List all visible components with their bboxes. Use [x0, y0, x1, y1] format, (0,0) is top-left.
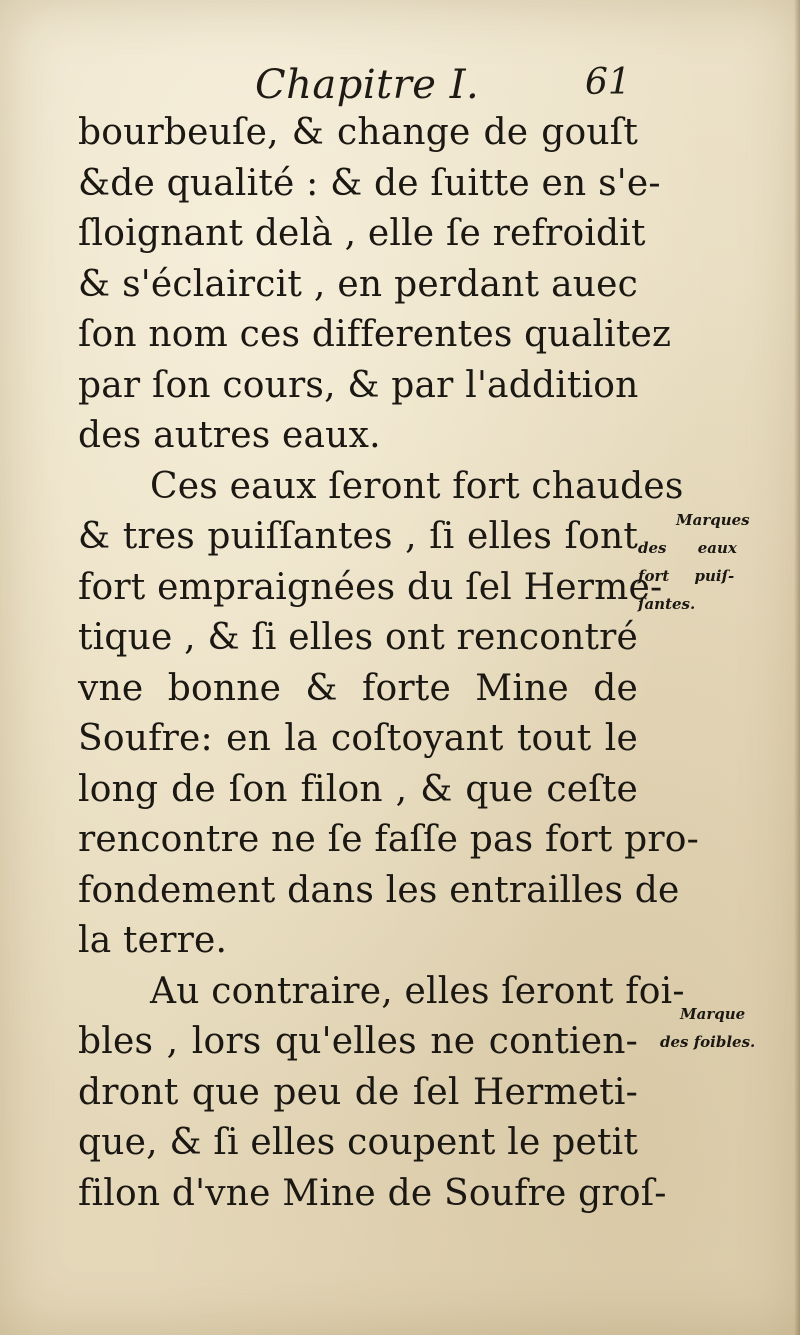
text-line: la terre. [78, 920, 228, 961]
text-line: ſloignant delà , elle ſe refroidit [78, 213, 646, 254]
text-line: bourbeuſe, & change de gouſt [78, 112, 638, 153]
text-line: que, & ſi elles coupent le petit [78, 1122, 638, 1163]
paragraph-start-line: Au contraire, elles ſeront foi- [150, 970, 685, 1012]
margin-note-marque-foibles [660, 1000, 780, 1056]
text-line: fondement dans les entrailles de [78, 869, 680, 911]
text-line: dront que peu de ſel Hermeti- [78, 1071, 638, 1113]
margin-note-marques-fortes [638, 506, 778, 618]
margin-note-line: ſantes. [638, 595, 696, 613]
paragraph-start-line: Ces eaux ſeront fort chaudes [150, 465, 684, 507]
margin-note-line: fort puiſ- [638, 567, 735, 585]
text-line: des autres eaux. [78, 415, 381, 456]
running-title: Chapitre I. [255, 62, 480, 108]
text-line: tique , & ſi elles ont rencontré [78, 617, 639, 658]
text-line: Soufre: en la coſtoyant tout le [78, 718, 638, 759]
text-line: & tres puiſſantes , ſi elles ſont [78, 516, 638, 557]
text-line: ſon nom ces differentes qualitez [78, 314, 672, 355]
text-line: filon d'vne Mine de Soufre groſ- [78, 1172, 667, 1214]
text-line: fort empraignées du ſel Herme- [78, 566, 663, 608]
margin-note-line: Marque [680, 1005, 746, 1023]
text-line: vne bonne & forte Mine de [78, 667, 638, 709]
margin-note-line: des eaux [638, 539, 737, 557]
text-line: long de ſon filon , & que ceſte [78, 768, 638, 810]
text-line: bles , lors qu'elles ne contien- [78, 1021, 638, 1062]
text-line: par ſon cours, & par l'addition [78, 364, 639, 406]
text-line: &de qualité : & de ſuitte en s'e- [78, 162, 661, 204]
margin-note-line: Marques [676, 511, 750, 529]
page-number: 61 [585, 62, 631, 103]
page-edge-shadow [794, 0, 800, 1335]
margin-note-line: des foibles. [660, 1033, 756, 1051]
text-line: rencontre ne ſe faſſe pas fort pro- [78, 819, 699, 860]
text-line: & s'éclaircit , en perdant auec [78, 263, 638, 305]
page-header [255, 62, 635, 112]
